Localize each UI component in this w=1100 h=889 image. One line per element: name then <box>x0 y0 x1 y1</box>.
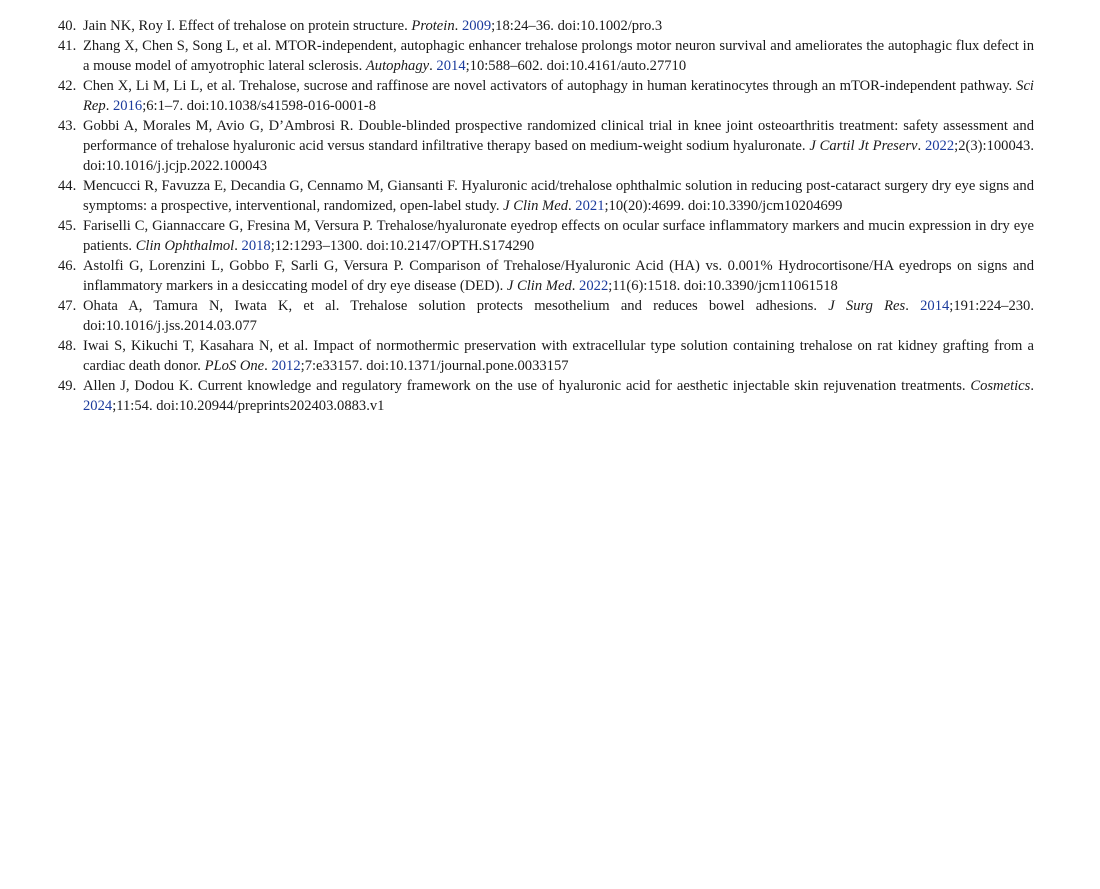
reference-journal: J Clin Med <box>506 278 572 294</box>
reference-separator: . <box>234 238 242 254</box>
reference-year-link[interactable]: 2014 <box>920 298 950 314</box>
reference-year-link[interactable]: 2022 <box>924 138 955 154</box>
reference-number: 40. <box>58 18 77 34</box>
reference-year-link[interactable]: 2016 <box>113 98 143 114</box>
reference-authors-title: Allen J, Dodou K. Current knowledge and regulatory framework on the use of hyaluronic acid for aesthetic injectable skin rejuvenation treatments. <box>83 378 971 394</box>
reference-item <box>58 376 1034 416</box>
reference-authors-title: Chen X, Li M, Li L, et al. Trehalose, sucrose and raffinose are novel activators of autophagy in human keratinocytes through an mTOR-independent pathway. <box>83 78 1017 94</box>
reference-list <box>58 16 1034 416</box>
reference-item <box>58 116 1034 176</box>
reference-details: ;2(3):100043. doi:10.1016/j.jcjp.2022.100043 <box>83 138 1034 174</box>
reference-year-link[interactable]: 2014 <box>436 58 466 74</box>
reference-journal: J Clin Med <box>503 198 568 214</box>
reference-item <box>58 176 1034 216</box>
reference-authors-title: Jain NK, Roy I. Effect of trehalose on protein structure. <box>83 18 412 34</box>
reference-separator: . <box>264 358 272 374</box>
reference-details: ;6:1–7. doi:10.1038/s41598-016-0001-8 <box>142 98 377 114</box>
reference-separator: . <box>454 18 462 34</box>
reference-authors-title: Zhang X, Chen S, Song L, et al. MTOR-independent, autophagic enhancer trehalose prolongs motor neuron survival and ameliorates the autophagic flux defect in a mouse model of amyotrophic lateral sclerosis. <box>83 38 1034 74</box>
reference-year-link[interactable]: 2021 <box>575 198 605 214</box>
reference-item <box>58 216 1034 256</box>
reference-item <box>58 296 1034 336</box>
reference-year-link[interactable]: 2009 <box>461 18 492 34</box>
reference-details: ;11:54. doi:10.20944/preprints202403.0883.v1 <box>112 398 385 414</box>
reference-details: ;12:1293–1300. doi:10.2147/OPTH.S174290 <box>270 238 535 254</box>
reference-separator: . <box>905 298 921 314</box>
reference-item <box>58 336 1034 376</box>
reference-number: 49. <box>58 378 77 394</box>
reference-journal: Autophagy <box>365 58 430 74</box>
reference-authors-title: Fariselli C, Giannaccare G, Fresina M, Versura P. Trehalose/hyaluronate eyedrop effects on ocular surface inflammatory markers and mucin expression in dry eye patients. <box>83 218 1034 254</box>
reference-separator: . <box>571 278 580 294</box>
reference-authors-title: Iwai S, Kikuchi T, Kasahara N, et al. Impact of normothermic preservation with extracellular type solution containing trehalose on rat kidney grafting from a cardiac death donor. <box>83 338 1034 374</box>
reference-year-link[interactable]: 2022 <box>579 278 609 294</box>
reference-journal: J Cartil Jt Preserv <box>809 138 918 154</box>
reference-journal: PLoS One <box>204 358 265 374</box>
reference-year-link[interactable]: 2018 <box>241 238 271 254</box>
reference-item <box>58 36 1034 76</box>
reference-details: ;10(20):4699. doi:10.3390/jcm10204699 <box>604 198 843 214</box>
reference-details: ;10:588–602. doi:10.4161/auto.27710 <box>465 58 687 74</box>
reference-number: 43. <box>58 118 77 134</box>
reference-details: ;18:24–36. doi:10.1002/pro.3 <box>491 18 663 34</box>
reference-number: 45. <box>58 218 77 234</box>
reference-separator: . <box>917 138 925 154</box>
reference-separator: . <box>568 198 576 214</box>
reference-authors-title: Ohata A, Tamura N, Iwata K, et al. Trehalose solution protects mesothelium and reduces bowel adhesions. <box>83 298 829 314</box>
reference-year-link[interactable]: 2012 <box>271 358 301 374</box>
reference-separator: . <box>429 58 437 74</box>
reference-separator: . <box>1030 378 1034 394</box>
reference-journal: Protein <box>411 18 455 34</box>
reference-number: 46. <box>58 258 77 274</box>
reference-details: ;7:e33157. doi:10.1371/journal.pone.0033157 <box>300 358 569 374</box>
reference-journal: Clin Ophthalmol <box>135 238 235 254</box>
reference-number: 41. <box>58 38 77 54</box>
reference-number: 42. <box>58 78 77 94</box>
reference-item <box>58 16 1034 36</box>
reference-separator: . <box>105 98 113 114</box>
reference-authors-title: Mencucci R, Favuzza E, Decandia G, Cennamo M, Giansanti F. Hyaluronic acid/trehalose ophthalmic solution in reducing post-cataract surgery dry eye signs and symptoms: a prospective, interventional, randomized, open-label study. <box>83 178 1034 214</box>
reference-authors-title: Gobbi A, Morales M, Avio G, D’Ambrosi R. Double-blinded prospective randomized clinical trial in knee joint osteoarthritis treatment: safety assessment and performance of trehalose hyaluronic acid versus standard infiltrative therapy based on medium-weight sodium hyaluronate. <box>83 118 1034 154</box>
reference-item <box>58 76 1034 116</box>
reference-number: 47. <box>58 298 77 314</box>
reference-details: ;11(6):1518. doi:10.3390/jcm11061518 <box>608 278 838 294</box>
reference-details: ;191:224–230. doi:10.1016/j.jss.2014.03.077 <box>83 298 1035 334</box>
reference-year-link[interactable]: 2024 <box>83 398 113 414</box>
reference-journal: Sci Rep <box>83 78 1034 114</box>
reference-number: 44. <box>58 178 77 194</box>
reference-authors-title: Astolfi G, Lorenzini L, Gobbo F, Sarli G, Versura P. Comparison of Trehalose/Hyaluronic Acid (HA) vs. 0.001% Hydrocortisone/HA eyedrops on signs and inflammatory markers in a desiccating model of dry eye disease (DED). <box>83 258 1034 294</box>
reference-number: 48. <box>58 338 77 354</box>
reference-journal: Cosmetics <box>970 378 1031 394</box>
reference-item <box>58 256 1034 296</box>
reference-journal: J Surg Res <box>828 298 906 314</box>
